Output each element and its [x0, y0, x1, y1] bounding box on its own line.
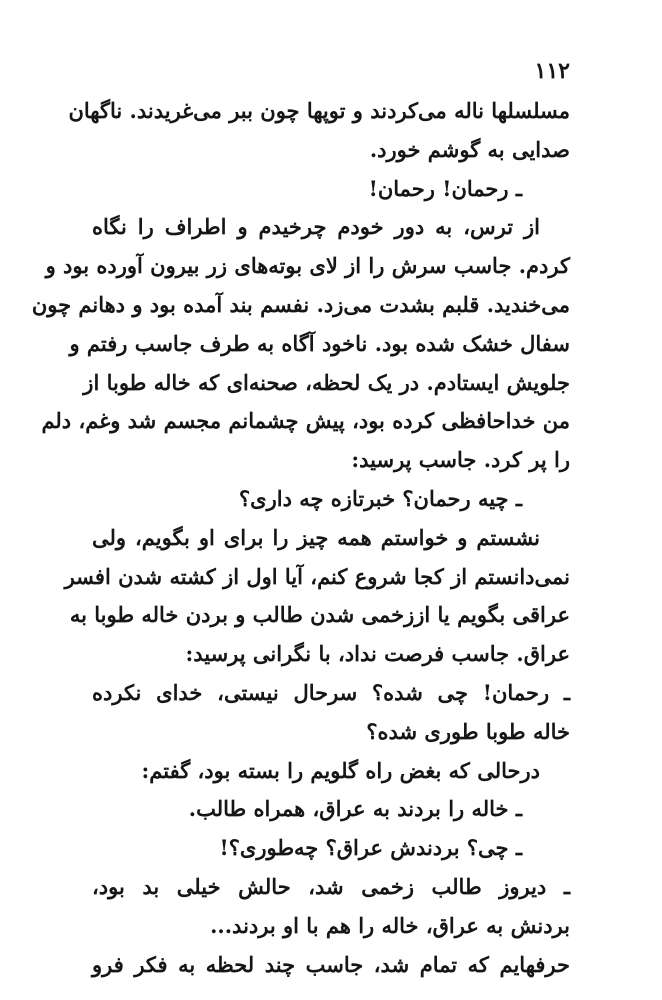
body-text: [31, 92, 570, 984]
text-line: درحالی که بغض راه گلویم را بسته بود، گفتم:: [141, 757, 540, 783]
text-line: ـ چیه رحمان؟ خبرتازه چه داری؟: [239, 485, 522, 511]
text-line: می‌خندید. قلبم بشدت می‌زد. نفسم بند آمده بود و دهانم چون: [31, 291, 570, 317]
text-line: ـ رحمان! رحمان!: [368, 175, 522, 201]
page-number: ۱۱۲: [534, 58, 570, 84]
text-line: حرفهایم که تمام شد، جاسب چند لحظه به فکر فرو: [92, 951, 570, 977]
text-line: را پر کرد. جاسب پرسید:: [351, 447, 570, 473]
text-line: ـ رحمان! چی شده؟ سرحال نیستی، خدای نکرده: [92, 679, 570, 705]
text-line: مسلسلها ناله می‌کردند و توپها چون ببر می‌غریدند. ناگهان: [68, 98, 570, 123]
text-line: ـ چی؟ بردندش عراق؟ چه‌طوری؟!: [219, 835, 522, 861]
text-line: کردم. جاسب سرش را از لای بوته‌های زر بیرون آورده بود و: [45, 253, 570, 279]
text-line: ـ خاله را بردند به عراق، همراه طالب.: [188, 796, 522, 822]
text-line: سفال خشک شده بود. ناخود آگاه به طرف جاسب رفتم و: [69, 330, 570, 356]
text-line: نمی‌دانستم از کجا شروع کنم، آیا اول از کشته شدن افسر: [64, 563, 570, 589]
text-line: عراق. جاسب فرصت نداد، با نگرانی پرسید:: [185, 641, 570, 667]
text-line: بردنش به عراق، خاله را هم با او بردند...: [210, 912, 570, 938]
text-line: نشستم و خواستم همه چیز را برای او بگویم، ولی: [92, 524, 540, 550]
text-line: صدایی به گوشم خورد.: [369, 136, 570, 162]
text-line: از ترس، به دور خودم چرخیدم و اطراف را نگاه: [92, 214, 540, 240]
text-line: ـ دیروز طالب زخمی شد، حالش خیلی بد بود،: [92, 873, 570, 899]
text-line: من خداحافظی کرده بود، پیش چشمانم مجسم شد وغم، دلم: [41, 408, 570, 434]
text-line: خاله طوبا طوری شده؟: [366, 718, 570, 744]
text-line: جلویش ایستادم. در یک لحظه، صحنه‌ای که خاله طوبا از: [83, 369, 570, 395]
text-line: عراقی بگویم یا اززخمی شدن طالب و بردن خاله طوبا به: [69, 602, 570, 628]
